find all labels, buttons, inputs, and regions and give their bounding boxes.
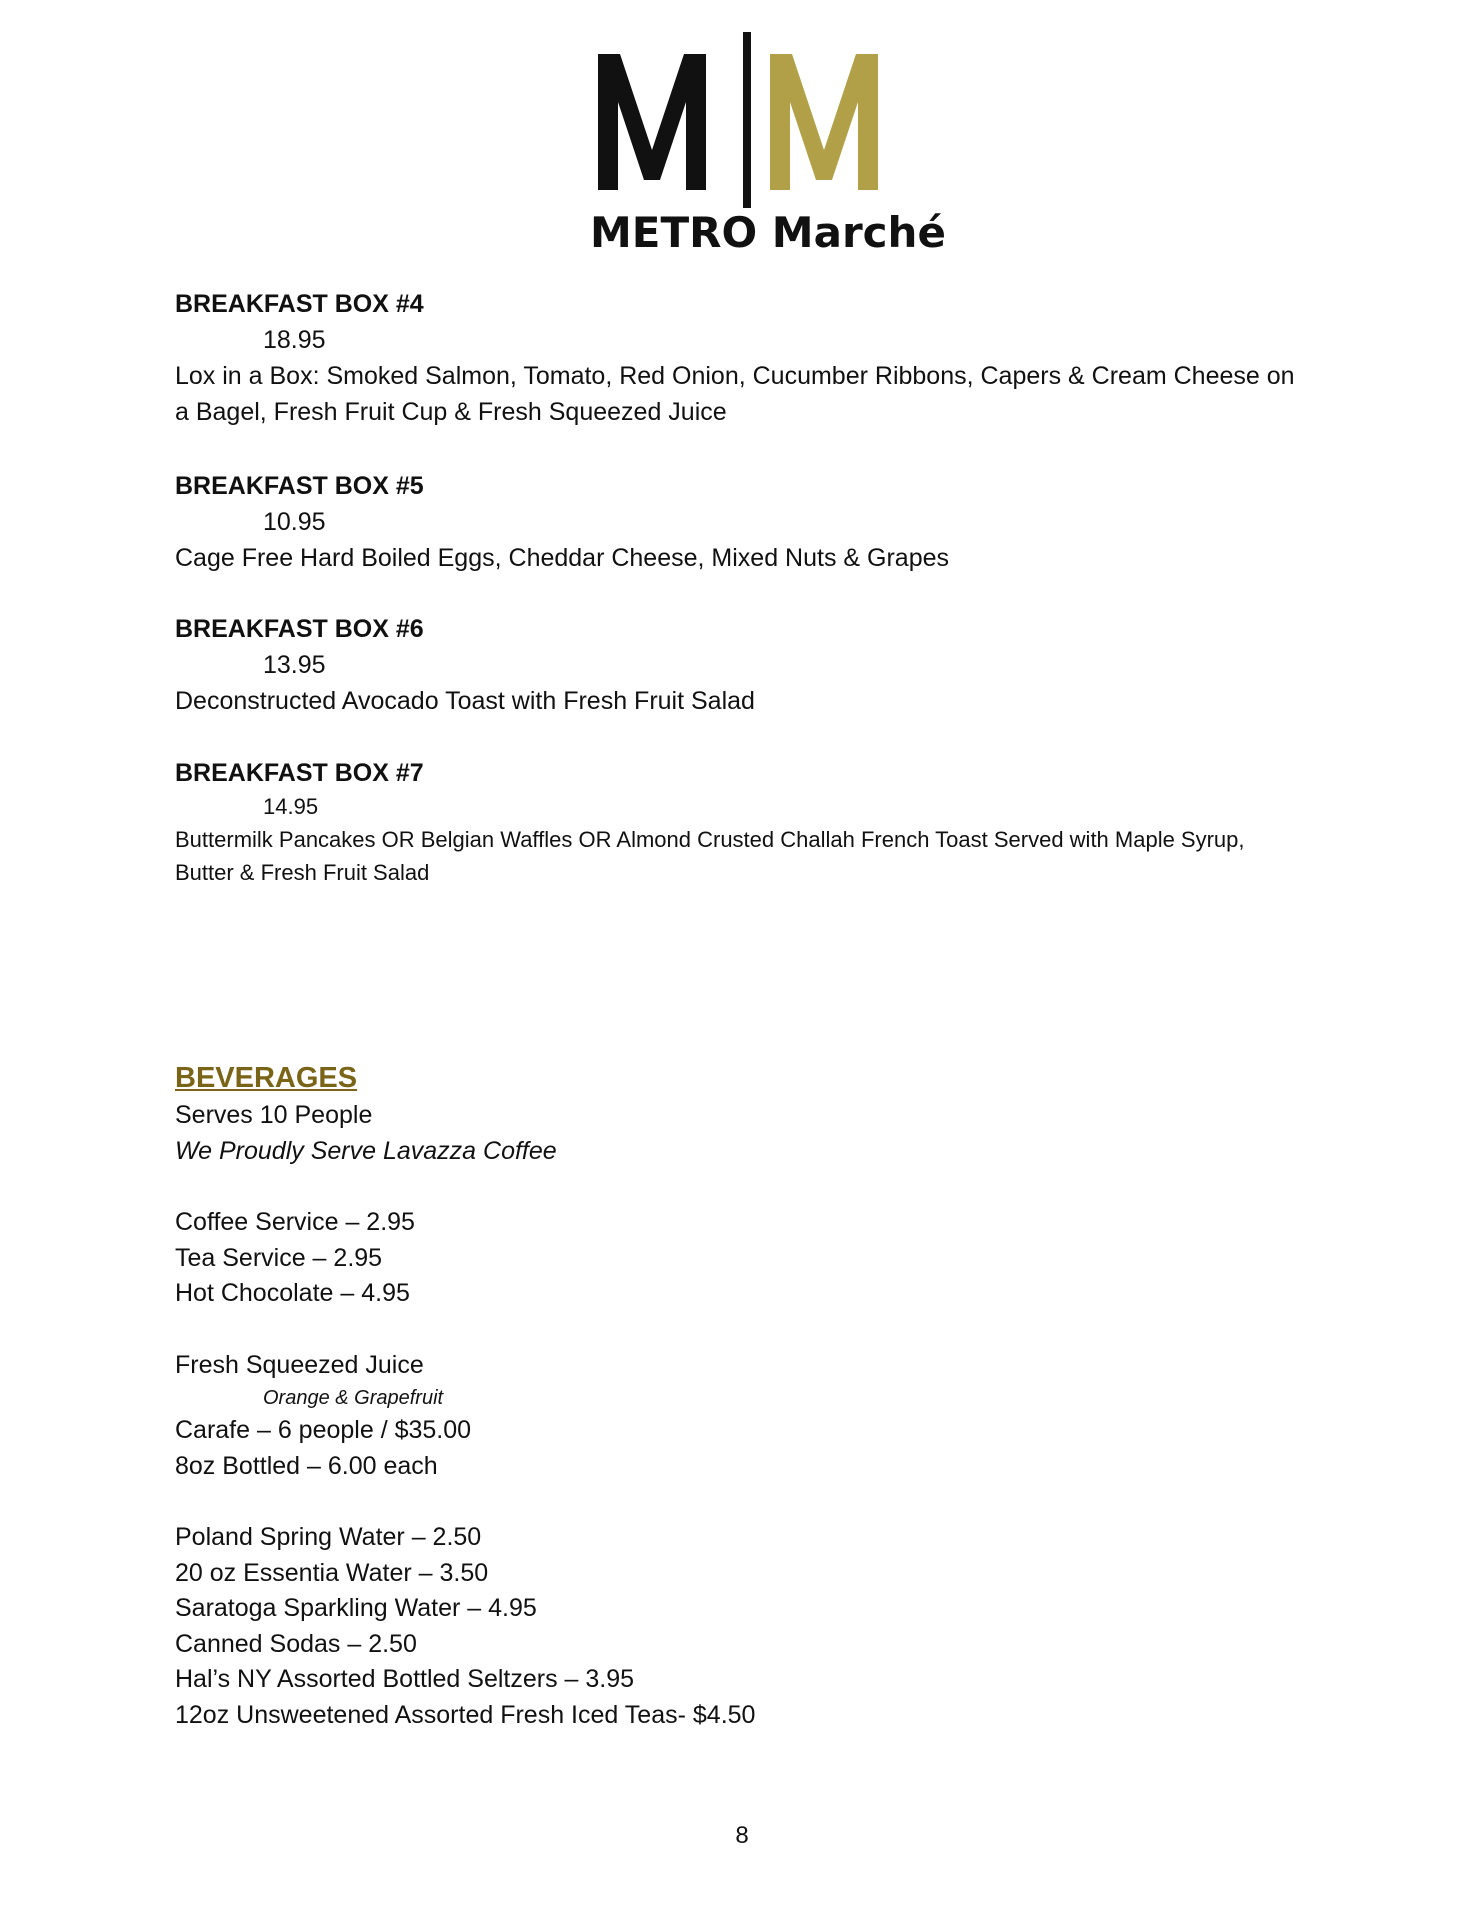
juice-title: Fresh Squeezed Juice [175, 1350, 424, 1379]
item-description: Lox in a Box: Smoked Salmon, Tomato, Red Onion, Cucumber Ribbons, Capers & Cream Cheese on a Bagel, Fresh Fruit Cup & Fresh Squeezed Juice [175, 362, 1295, 426]
juice-flavors: Orange & Grapefruit [263, 1387, 444, 1409]
list-item: Poland Spring Water – 2.50 [175, 1523, 482, 1551]
metro-marche-logo [590, 30, 946, 266]
cold-beverages-list [175, 1520, 755, 1733]
item-description: Deconstructed Avocado Toast with Fresh Fruit Salad [175, 687, 755, 715]
item-title: BREAKFAST BOX #6 [175, 615, 424, 643]
breakfast-box-7 [175, 755, 1285, 889]
serves-note: Serves 10 People [175, 1101, 373, 1129]
list-item: Coffee Service – 2.95 [175, 1208, 415, 1236]
item-title: BREAKFAST BOX #7 [175, 759, 424, 787]
item-title: BREAKFAST BOX #5 [175, 472, 424, 500]
item-price: 13.95 [263, 651, 326, 679]
list-item: 8oz Bottled – 6.00 each [175, 1451, 438, 1480]
breakfast-box-6 [175, 611, 755, 719]
item-price: 18.95 [263, 326, 326, 354]
list-item: Canned Sodas – 2.50 [175, 1629, 417, 1658]
list-item: Hot Chocolate – 4.95 [175, 1279, 410, 1307]
mm-logo-mark-icon [590, 30, 902, 210]
list-item: Hal’s NY Assorted Bottled Seltzers – 3.95 [175, 1665, 635, 1693]
brand-name: METRO Marché [590, 208, 946, 257]
breakfast-box-5 [175, 468, 949, 576]
item-description: Buttermilk Pancakes OR Belgian Waffles OR Almond Crusted Challah French Toast Served with Maple Syrup, Butter & Fresh Fruit Salad [175, 827, 1245, 885]
list-item: Saratoga Sparkling Water – 4.95 [175, 1594, 537, 1622]
page-number: 8 [735, 1822, 749, 1849]
breakfast-box-4 [175, 286, 1305, 430]
list-item: 12oz Unsweetened Assorted Fresh Iced Teas- $4.50 [175, 1700, 756, 1729]
hot-beverages-list [175, 1205, 755, 1312]
juice-group [175, 1348, 755, 1485]
section-title: BEVERAGES [175, 1062, 358, 1094]
list-item: Carafe – 6 people / $35.00 [175, 1416, 472, 1444]
coffee-tagline: We Proudly Serve Lavazza Coffee [175, 1136, 557, 1165]
item-price: 14.95 [263, 794, 319, 819]
list-item: Tea Service – 2.95 [175, 1243, 383, 1272]
item-description: Cage Free Hard Boiled Eggs, Cheddar Cheese, Mixed Nuts & Grapes [175, 544, 949, 572]
item-title: BREAKFAST BOX #4 [175, 290, 424, 318]
item-price: 10.95 [263, 508, 326, 536]
list-item: 20 oz Essentia Water – 3.50 [175, 1558, 489, 1587]
beverages-section [175, 1058, 755, 1733]
